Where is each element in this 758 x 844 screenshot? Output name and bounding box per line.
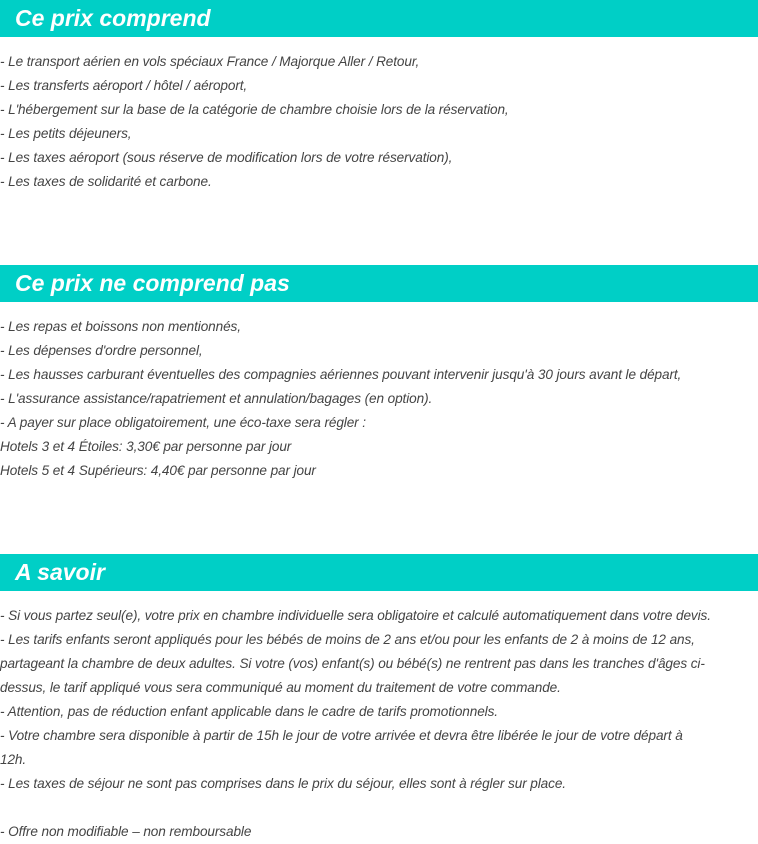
list-item: - Les taxes aéroport (sous réserve de modification lors de votre réservation), [0, 150, 453, 165]
list-item: - L'hébergement sur la base de la catégorie de chambre choisie lors de la réservation, [0, 102, 509, 117]
list-item: - Les taxes de solidarité et carbone. [0, 174, 212, 189]
list-item: - Les petits déjeuners, [0, 126, 132, 141]
a-savoir-list [0, 604, 758, 844]
section-title-a-savoir: A savoir [0, 554, 758, 591]
list-item: - Les hausses carburant éventuelles des compagnies aériennes pouvant intervenir jusqu'à 30 jours avant le départ, [0, 367, 682, 382]
list-item: - Les dépenses d'ordre personnel, [0, 343, 203, 358]
price-includes-list [0, 50, 758, 194]
section-a-savoir [0, 554, 758, 844]
list-item: partageant la chambre de deux adultes. Si votre (vos) enfant(s) ou bébé(s) ne rentrent pas dans les tranches d'âges ci- [0, 656, 705, 671]
list-item: dessus, le tarif appliqué vous sera communiqué au moment du traitement de votre commande. [0, 680, 561, 695]
list-item: 12h. [0, 752, 27, 767]
list-item: - A payer sur place obligatoirement, une éco-taxe sera régler : [0, 415, 366, 430]
list-item: - Le transport aérien en vols spéciaux France / Majorque Aller / Retour, [0, 54, 420, 69]
section-title-price-excludes: Ce prix ne comprend pas [0, 265, 758, 302]
blank-line [0, 796, 758, 820]
list-item: Hotels 3 et 4 Étoiles: 3,30€ par personne par jour [0, 439, 292, 454]
list-item: - Les taxes de séjour ne sont pas comprises dans le prix du séjour, elles sont à régler sur place. [0, 776, 566, 791]
section-title-price-includes: Ce prix comprend [0, 0, 758, 37]
list-item: - Attention, pas de réduction enfant applicable dans le cadre de tarifs promotionnels. [0, 704, 498, 719]
list-item: - Si vous partez seul(e), votre prix en chambre individuelle sera obligatoire et calculé automatiquement dans votre devis. [0, 608, 711, 623]
offer-conditions: - Offre non modifiable – non remboursable [0, 824, 252, 839]
list-item: - Les tarifs enfants seront appliqués pour les bébés de moins de 2 ans et/ou pour les enfants de 2 à moins de 12 ans, [0, 632, 695, 647]
section-price-includes [0, 0, 758, 194]
list-item: - Les transferts aéroport / hôtel / aéroport, [0, 78, 248, 93]
list-item: - Les repas et boissons non mentionnés, [0, 319, 241, 334]
section-price-excludes [0, 265, 758, 483]
list-item: - Votre chambre sera disponible à partir de 15h le jour de votre arrivée et devra être libérée le jour de votre départ à [0, 728, 683, 743]
price-excludes-list [0, 315, 758, 483]
list-item: - L'assurance assistance/rapatriement et annulation/bagages (en option). [0, 391, 433, 406]
list-item: Hotels 5 et 4 Supérieurs: 4,40€ par personne par jour [0, 463, 316, 478]
